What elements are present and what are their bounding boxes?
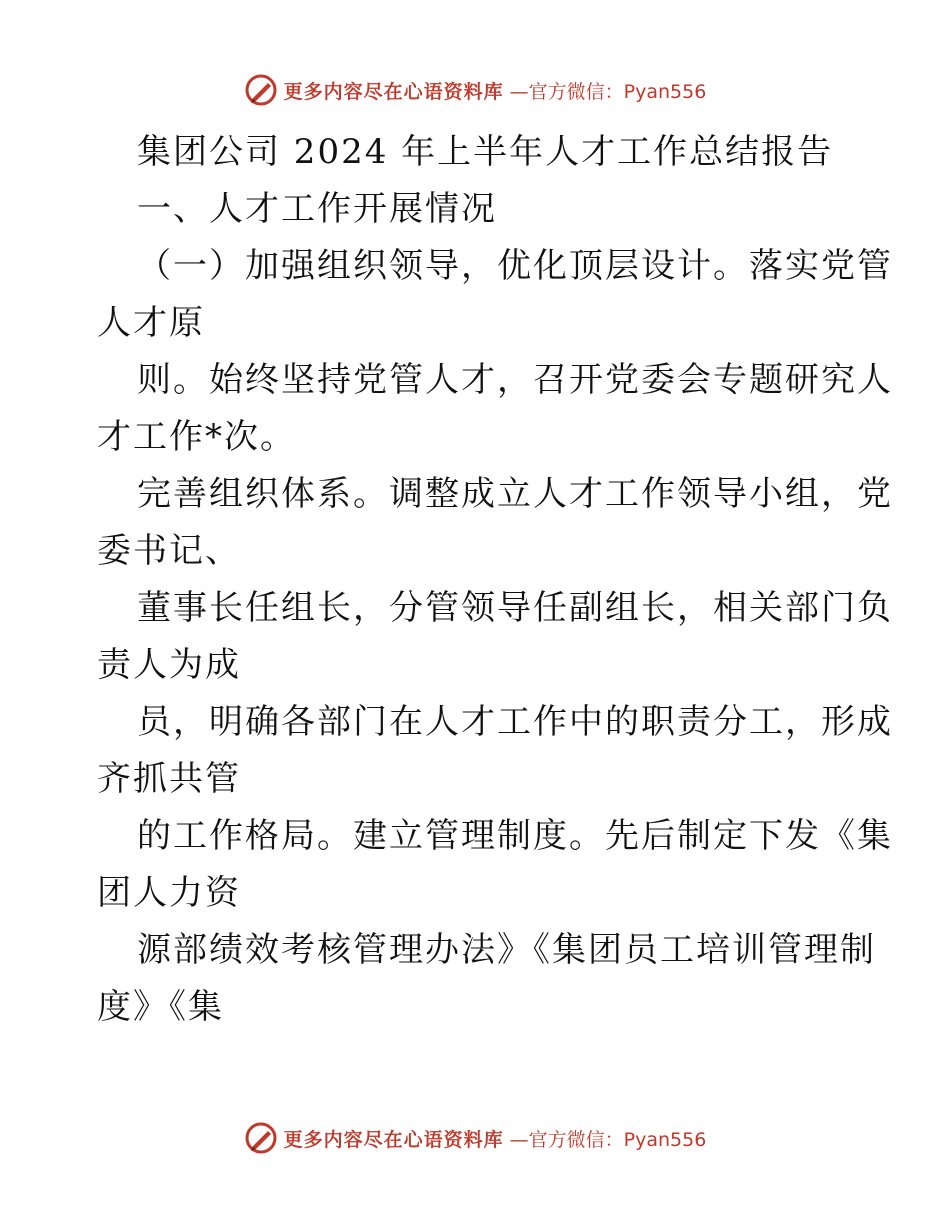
pen-circle-icon bbox=[244, 1121, 278, 1155]
text-line: 源部绩效考核管理办法》《集团员工培训管理制 bbox=[137, 930, 876, 970]
text-line: 的工作格局。建立管理制度。先后制定下发《集 bbox=[137, 816, 893, 856]
section-heading: 一、人才工作开展情况 bbox=[137, 189, 497, 229]
text-line: 董事长任组长，分管领导任副组长，相关部门负 bbox=[137, 588, 893, 628]
header-banner bbox=[0, 70, 950, 110]
text-line: 齐抓共管 bbox=[97, 759, 241, 799]
text-line: 则。始终坚持党管人才，召开党委会专题研究人 bbox=[137, 360, 893, 400]
banner-left-text: 更多内容尽在心语资料库 bbox=[283, 1128, 504, 1151]
footer-banner bbox=[0, 1118, 950, 1158]
text-line: 团人力资 bbox=[97, 873, 241, 913]
text-line: 委书记、 bbox=[97, 531, 241, 571]
document-body bbox=[97, 124, 893, 1036]
text-line: 度》《集 bbox=[97, 987, 224, 1027]
banner-right-text: —官方微信：Pyan556 bbox=[509, 80, 707, 103]
text-line: 人才原 bbox=[97, 303, 205, 343]
text-line: 才工作*次。 bbox=[97, 417, 296, 457]
text-line: 员，明确各部门在人才工作中的职责分工，形成 bbox=[137, 702, 893, 742]
text-line: 完善组织体系。调整成立人才工作领导小组，党 bbox=[137, 474, 893, 514]
text-line: （一）加强组织领导，优化顶层设计。落实党管 bbox=[137, 246, 893, 286]
document-title: 集团公司 2024 年上半年人才工作总结报告 bbox=[137, 132, 834, 172]
pen-circle-icon bbox=[244, 73, 278, 107]
text-line: 责人为成 bbox=[97, 645, 241, 685]
banner-left-text: 更多内容尽在心语资料库 bbox=[283, 80, 504, 103]
banner-right-text: —官方微信：Pyan556 bbox=[509, 1128, 707, 1151]
